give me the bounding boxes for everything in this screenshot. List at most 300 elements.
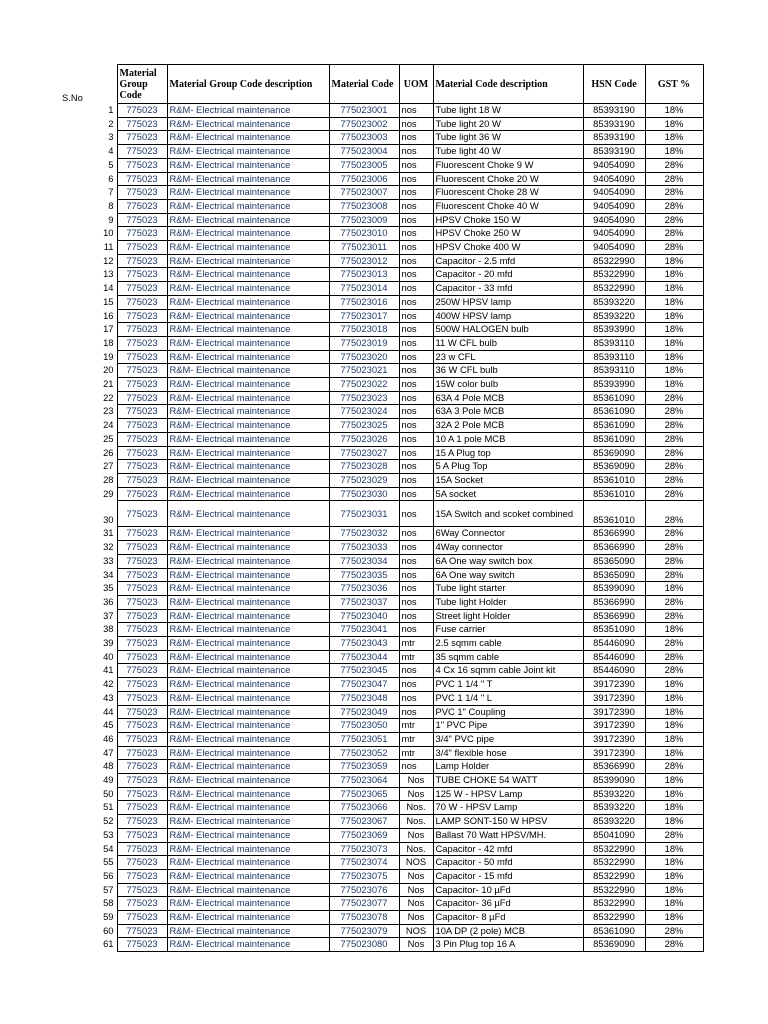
row-material-code: 775023059 (329, 760, 399, 774)
row-gst: 28% (645, 172, 703, 186)
row-gst: 28% (645, 924, 703, 938)
row-material-desc: Capacitor - 20 mfd (433, 268, 583, 282)
row-uom: mtr (399, 650, 433, 664)
row-sno: 61 (103, 938, 114, 950)
row-uom: nos (399, 691, 433, 705)
row-gst: 28% (645, 487, 703, 501)
row-material-desc: 15 A Plug top (433, 446, 583, 460)
row-uom: mtr (399, 732, 433, 746)
row-material-code: 775023034 (329, 554, 399, 568)
row-gst: 28% (645, 213, 703, 227)
table-row (60, 117, 703, 131)
table-row (60, 104, 703, 118)
row-gst: 18% (645, 104, 703, 118)
row-material-code: 775023012 (329, 254, 399, 268)
row-gst: 18% (645, 691, 703, 705)
row-material-desc: Capacitor - 2.5 mfd (433, 254, 583, 268)
row-hsn-code: 39172390 (583, 746, 645, 760)
row-gst: 18% (645, 787, 703, 801)
header-gst: GST % (645, 65, 703, 104)
table-row (60, 938, 703, 952)
row-group-code: 775023 (117, 623, 167, 637)
row-group-desc: R&M- Electrical maintenance (167, 419, 329, 433)
header-group-desc: Material Group Code description (167, 65, 329, 104)
row-sno: 11 (103, 241, 114, 253)
row-uom: mtr (399, 719, 433, 733)
row-gst: 28% (645, 541, 703, 555)
row-hsn-code: 85393110 (583, 336, 645, 350)
row-uom: nos (399, 446, 433, 460)
row-sno: 26 (103, 446, 114, 458)
row-group-code: 775023 (117, 323, 167, 337)
row-gst: 18% (645, 774, 703, 788)
table-row (60, 378, 703, 392)
row-gst: 28% (645, 405, 703, 419)
row-uom: nos (399, 460, 433, 474)
header-material-desc: Material Code description (433, 65, 583, 104)
header-group-code: Material Group Code (117, 65, 167, 104)
row-material-desc: 10 A 1 pole MCB (433, 432, 583, 446)
row-material-code: 775023024 (329, 405, 399, 419)
row-group-desc: R&M- Electrical maintenance (167, 405, 329, 419)
row-material-desc: 11 W CFL bulb (433, 336, 583, 350)
row-gst: 28% (645, 391, 703, 405)
row-sno: 46 (103, 732, 114, 744)
row-gst: 28% (645, 186, 703, 200)
row-group-code: 775023 (117, 117, 167, 131)
row-group-desc: R&M- Electrical maintenance (167, 350, 329, 364)
row-material-code: 775023051 (329, 732, 399, 746)
row-hsn-code: 85322990 (583, 856, 645, 870)
row-group-code: 775023 (117, 760, 167, 774)
row-material-desc: 125 W - HPSV Lamp (433, 787, 583, 801)
row-group-code: 775023 (117, 595, 167, 609)
row-sno: 57 (103, 883, 114, 895)
row-group-desc: R&M- Electrical maintenance (167, 582, 329, 596)
row-group-desc: R&M- Electrical maintenance (167, 732, 329, 746)
table-row (60, 254, 703, 268)
row-gst: 18% (645, 309, 703, 323)
row-group-desc: R&M- Electrical maintenance (167, 268, 329, 282)
row-group-desc: R&M- Electrical maintenance (167, 787, 329, 801)
table-row (60, 241, 703, 255)
table-row (60, 815, 703, 829)
row-gst: 28% (645, 446, 703, 460)
row-sno: 15 (103, 295, 114, 307)
row-gst: 18% (645, 145, 703, 159)
row-uom: nos (399, 391, 433, 405)
row-hsn-code: 85361010 (583, 473, 645, 487)
row-hsn-code: 85322990 (583, 897, 645, 911)
table-row (60, 309, 703, 323)
row-material-code: 775023007 (329, 186, 399, 200)
row-group-desc: R&M- Electrical maintenance (167, 911, 329, 925)
row-material-code: 775023066 (329, 801, 399, 815)
row-sno: 59 (103, 911, 114, 923)
table-row (60, 460, 703, 474)
table-row (60, 145, 703, 159)
row-sno: 48 (103, 760, 114, 772)
row-group-desc: R&M- Electrical maintenance (167, 309, 329, 323)
row-material-code: 775023041 (329, 623, 399, 637)
row-sno: 27 (103, 460, 114, 472)
row-gst: 18% (645, 856, 703, 870)
row-group-code: 775023 (117, 227, 167, 241)
row-uom: nos (399, 350, 433, 364)
row-group-code: 775023 (117, 104, 167, 118)
row-uom: nos (399, 405, 433, 419)
table-row (60, 774, 703, 788)
table-row (60, 364, 703, 378)
row-hsn-code: 85361090 (583, 432, 645, 446)
row-uom: Nos (399, 828, 433, 842)
row-material-desc: Tube light starter (433, 582, 583, 596)
row-group-code: 775023 (117, 746, 167, 760)
row-hsn-code: 94054090 (583, 213, 645, 227)
row-group-code: 775023 (117, 856, 167, 870)
row-material-desc: Fluorescent Choke 40 W (433, 199, 583, 213)
row-uom: nos (399, 678, 433, 692)
row-sno: 7 (108, 186, 114, 198)
row-material-desc: Capacitor - 33 mfd (433, 282, 583, 296)
row-material-code: 775023027 (329, 446, 399, 460)
row-uom: nos (399, 117, 433, 131)
row-gst: 28% (645, 650, 703, 664)
row-group-desc: R&M- Electrical maintenance (167, 199, 329, 213)
row-gst: 18% (645, 295, 703, 309)
table-row (60, 350, 703, 364)
table-row (60, 432, 703, 446)
row-group-desc: R&M- Electrical maintenance (167, 623, 329, 637)
row-material-desc: Tube light 36 W (433, 131, 583, 145)
row-material-desc: HPSV Choke 400 W (433, 241, 583, 255)
row-material-code: 775023018 (329, 323, 399, 337)
row-material-code: 775023017 (329, 309, 399, 323)
row-uom: Nos (399, 897, 433, 911)
row-hsn-code: 85446090 (583, 637, 645, 651)
row-material-code: 775023003 (329, 131, 399, 145)
row-material-code: 775023032 (329, 527, 399, 541)
row-group-desc: R&M- Electrical maintenance (167, 691, 329, 705)
row-group-code: 775023 (117, 473, 167, 487)
row-group-code: 775023 (117, 541, 167, 555)
row-group-code: 775023 (117, 460, 167, 474)
row-uom: Nos (399, 787, 433, 801)
row-material-desc: Fuse carrier (433, 623, 583, 637)
row-group-desc: R&M- Electrical maintenance (167, 869, 329, 883)
row-gst: 18% (645, 268, 703, 282)
row-sno: 8 (108, 199, 114, 211)
row-material-desc: Fluorescent Choke 9 W (433, 158, 583, 172)
row-material-desc: 63A 3 Pole MCB (433, 405, 583, 419)
row-group-desc: R&M- Electrical maintenance (167, 897, 329, 911)
row-group-code: 775023 (117, 295, 167, 309)
row-uom: nos (399, 336, 433, 350)
table-row (60, 760, 703, 774)
row-hsn-code: 39172390 (583, 705, 645, 719)
table-row (60, 473, 703, 487)
row-hsn-code: 85393220 (583, 309, 645, 323)
row-uom: nos (399, 595, 433, 609)
row-uom: nos (399, 760, 433, 774)
row-hsn-code: 85393110 (583, 364, 645, 378)
row-gst: 28% (645, 419, 703, 433)
table-row (60, 391, 703, 405)
row-material-code: 775023047 (329, 678, 399, 692)
row-uom: nos (399, 282, 433, 296)
table-row (60, 911, 703, 925)
row-uom: NOS (399, 856, 433, 870)
row-material-desc: Lamp Holder (433, 760, 583, 774)
table-row (60, 487, 703, 501)
row-uom: nos (399, 172, 433, 186)
row-uom: nos (399, 473, 433, 487)
row-sno: 14 (103, 282, 114, 294)
row-uom: Nos. (399, 815, 433, 829)
row-gst: 18% (645, 801, 703, 815)
row-group-code: 775023 (117, 186, 167, 200)
row-gst: 18% (645, 378, 703, 392)
row-material-code: 775023040 (329, 609, 399, 623)
row-material-code: 775023037 (329, 595, 399, 609)
row-gst: 28% (645, 227, 703, 241)
row-sno: 31 (103, 527, 114, 539)
table-row (60, 924, 703, 938)
row-uom: NOS (399, 924, 433, 938)
row-uom: nos (399, 623, 433, 637)
row-gst: 18% (645, 623, 703, 637)
row-sno: 58 (103, 897, 114, 909)
row-uom: nos (399, 501, 433, 527)
header-material-code: Material Code (329, 65, 399, 104)
row-hsn-code: 85361090 (583, 419, 645, 433)
row-material-code: 775023010 (329, 227, 399, 241)
row-hsn-code: 85361090 (583, 924, 645, 938)
row-group-desc: R&M- Electrical maintenance (167, 746, 329, 760)
row-group-desc: R&M- Electrical maintenance (167, 336, 329, 350)
table-row (60, 419, 703, 433)
row-group-desc: R&M- Electrical maintenance (167, 719, 329, 733)
material-code-sheet (60, 64, 704, 952)
row-hsn-code: 85393110 (583, 350, 645, 364)
row-group-desc: R&M- Electrical maintenance (167, 856, 329, 870)
row-hsn-code: 85393990 (583, 378, 645, 392)
row-hsn-code: 85365090 (583, 554, 645, 568)
row-material-desc: 4 Cx 16 sqmm cable Joint kit (433, 664, 583, 678)
row-group-code: 775023 (117, 350, 167, 364)
table-row (60, 623, 703, 637)
row-group-desc: R&M- Electrical maintenance (167, 527, 329, 541)
row-material-code: 775023023 (329, 391, 399, 405)
row-material-desc: 15A Socket (433, 473, 583, 487)
row-gst: 28% (645, 527, 703, 541)
row-material-desc: 2.5 sqmm cable (433, 637, 583, 651)
row-uom: Nos (399, 911, 433, 925)
row-gst: 28% (645, 828, 703, 842)
row-uom: nos (399, 145, 433, 159)
row-group-code: 775023 (117, 527, 167, 541)
row-group-desc: R&M- Electrical maintenance (167, 828, 329, 842)
row-group-code: 775023 (117, 801, 167, 815)
row-group-code: 775023 (117, 815, 167, 829)
row-material-desc: PVC 1 1/4 " T (433, 678, 583, 692)
row-hsn-code: 85361010 (583, 501, 645, 527)
row-gst: 28% (645, 460, 703, 474)
header-row (60, 65, 703, 104)
row-material-desc: 6Way Connector (433, 527, 583, 541)
row-group-code: 775023 (117, 254, 167, 268)
row-gst: 28% (645, 595, 703, 609)
row-sno: 37 (103, 609, 114, 621)
row-material-desc: Capacitor - 15 mfd (433, 869, 583, 883)
row-material-code: 775023035 (329, 568, 399, 582)
row-gst: 28% (645, 554, 703, 568)
table-row (60, 609, 703, 623)
row-material-desc: 35 sqmm cable (433, 650, 583, 664)
row-material-code: 775023004 (329, 145, 399, 159)
row-group-desc: R&M- Electrical maintenance (167, 595, 329, 609)
table-row (60, 199, 703, 213)
row-group-desc: R&M- Electrical maintenance (167, 227, 329, 241)
row-material-desc: PVC 1" Coupling (433, 705, 583, 719)
row-uom: nos (399, 268, 433, 282)
table-row (60, 227, 703, 241)
table-row (60, 856, 703, 870)
row-material-code: 775023014 (329, 282, 399, 296)
row-group-code: 775023 (117, 911, 167, 925)
row-material-code: 775023048 (329, 691, 399, 705)
table-row (60, 501, 703, 527)
row-group-desc: R&M- Electrical maintenance (167, 487, 329, 501)
row-gst: 28% (645, 432, 703, 446)
row-group-desc: R&M- Electrical maintenance (167, 446, 329, 460)
row-material-desc: 15A Switch and scoket combined (433, 501, 583, 527)
row-uom: nos (399, 487, 433, 501)
row-hsn-code: 85369090 (583, 460, 645, 474)
table-row (60, 295, 703, 309)
row-group-code: 775023 (117, 446, 167, 460)
row-hsn-code: 85365090 (583, 568, 645, 582)
row-sno: 4 (108, 145, 114, 157)
table-row (60, 691, 703, 705)
row-hsn-code: 85393220 (583, 295, 645, 309)
row-sno: 36 (103, 595, 114, 607)
row-sno: 60 (103, 924, 114, 936)
row-hsn-code: 85322990 (583, 282, 645, 296)
row-material-code: 775023065 (329, 787, 399, 801)
row-group-code: 775023 (117, 432, 167, 446)
row-group-desc: R&M- Electrical maintenance (167, 554, 329, 568)
row-hsn-code: 39172390 (583, 691, 645, 705)
row-hsn-code: 94054090 (583, 172, 645, 186)
row-hsn-code: 85322990 (583, 254, 645, 268)
table-row (60, 568, 703, 582)
row-gst: 18% (645, 678, 703, 692)
row-group-desc: R&M- Electrical maintenance (167, 145, 329, 159)
row-uom: nos (399, 541, 433, 555)
row-sno: 18 (103, 336, 114, 348)
row-uom: Nos (399, 938, 433, 952)
row-material-code: 775023067 (329, 815, 399, 829)
row-material-code: 775023045 (329, 664, 399, 678)
table-row (60, 527, 703, 541)
row-group-code: 775023 (117, 241, 167, 255)
row-uom: Nos (399, 774, 433, 788)
table-row (60, 323, 703, 337)
table-row (60, 405, 703, 419)
row-group-code: 775023 (117, 650, 167, 664)
row-hsn-code: 85393220 (583, 801, 645, 815)
table-row (60, 869, 703, 883)
row-hsn-code: 39172390 (583, 732, 645, 746)
table-row (60, 897, 703, 911)
row-group-code: 775023 (117, 732, 167, 746)
table-row (60, 746, 703, 760)
row-material-desc: 3 Pin Plug top 16 A (433, 938, 583, 952)
row-group-desc: R&M- Electrical maintenance (167, 378, 329, 392)
row-gst: 28% (645, 473, 703, 487)
header-sno: S.No (62, 91, 83, 103)
row-group-desc: R&M- Electrical maintenance (167, 637, 329, 651)
row-group-code: 775023 (117, 787, 167, 801)
row-hsn-code: 85446090 (583, 650, 645, 664)
table-row (60, 554, 703, 568)
row-gst: 18% (645, 254, 703, 268)
row-sno: 33 (103, 554, 114, 566)
row-material-code: 775023009 (329, 213, 399, 227)
row-material-code: 775023013 (329, 268, 399, 282)
row-group-code: 775023 (117, 774, 167, 788)
row-group-code: 775023 (117, 145, 167, 159)
row-material-code: 775023005 (329, 158, 399, 172)
row-group-code: 775023 (117, 282, 167, 296)
row-uom: nos (399, 705, 433, 719)
row-gst: 28% (645, 199, 703, 213)
row-material-code: 775023006 (329, 172, 399, 186)
row-group-desc: R&M- Electrical maintenance (167, 842, 329, 856)
row-material-code: 775023052 (329, 746, 399, 760)
row-group-desc: R&M- Electrical maintenance (167, 801, 329, 815)
row-material-desc: 1" PVC Pipe (433, 719, 583, 733)
row-hsn-code: 85366990 (583, 527, 645, 541)
row-group-code: 775023 (117, 419, 167, 433)
row-gst: 28% (645, 158, 703, 172)
row-sno: 44 (103, 705, 114, 717)
row-group-desc: R&M- Electrical maintenance (167, 295, 329, 309)
row-sno: 24 (103, 419, 114, 431)
row-group-desc: R&M- Electrical maintenance (167, 213, 329, 227)
row-sno: 39 (103, 637, 114, 649)
row-sno: 42 (103, 678, 114, 690)
row-sno: 49 (103, 774, 114, 786)
row-material-desc: 3/4" flexible hose (433, 746, 583, 760)
row-gst: 18% (645, 364, 703, 378)
row-hsn-code: 85361090 (583, 405, 645, 419)
row-group-code: 775023 (117, 131, 167, 145)
row-material-desc: 3/4" PVC pipe (433, 732, 583, 746)
row-gst: 18% (645, 897, 703, 911)
row-uom: nos (399, 227, 433, 241)
row-sno: 38 (103, 623, 114, 635)
row-gst: 28% (645, 938, 703, 952)
row-sno: 25 (103, 432, 114, 444)
row-group-desc: R&M- Electrical maintenance (167, 241, 329, 255)
row-hsn-code: 85366990 (583, 595, 645, 609)
row-uom: nos (399, 432, 433, 446)
row-material-desc: Capacitor - 50 mfd (433, 856, 583, 870)
row-group-code: 775023 (117, 501, 167, 527)
row-material-desc: 5A socket (433, 487, 583, 501)
